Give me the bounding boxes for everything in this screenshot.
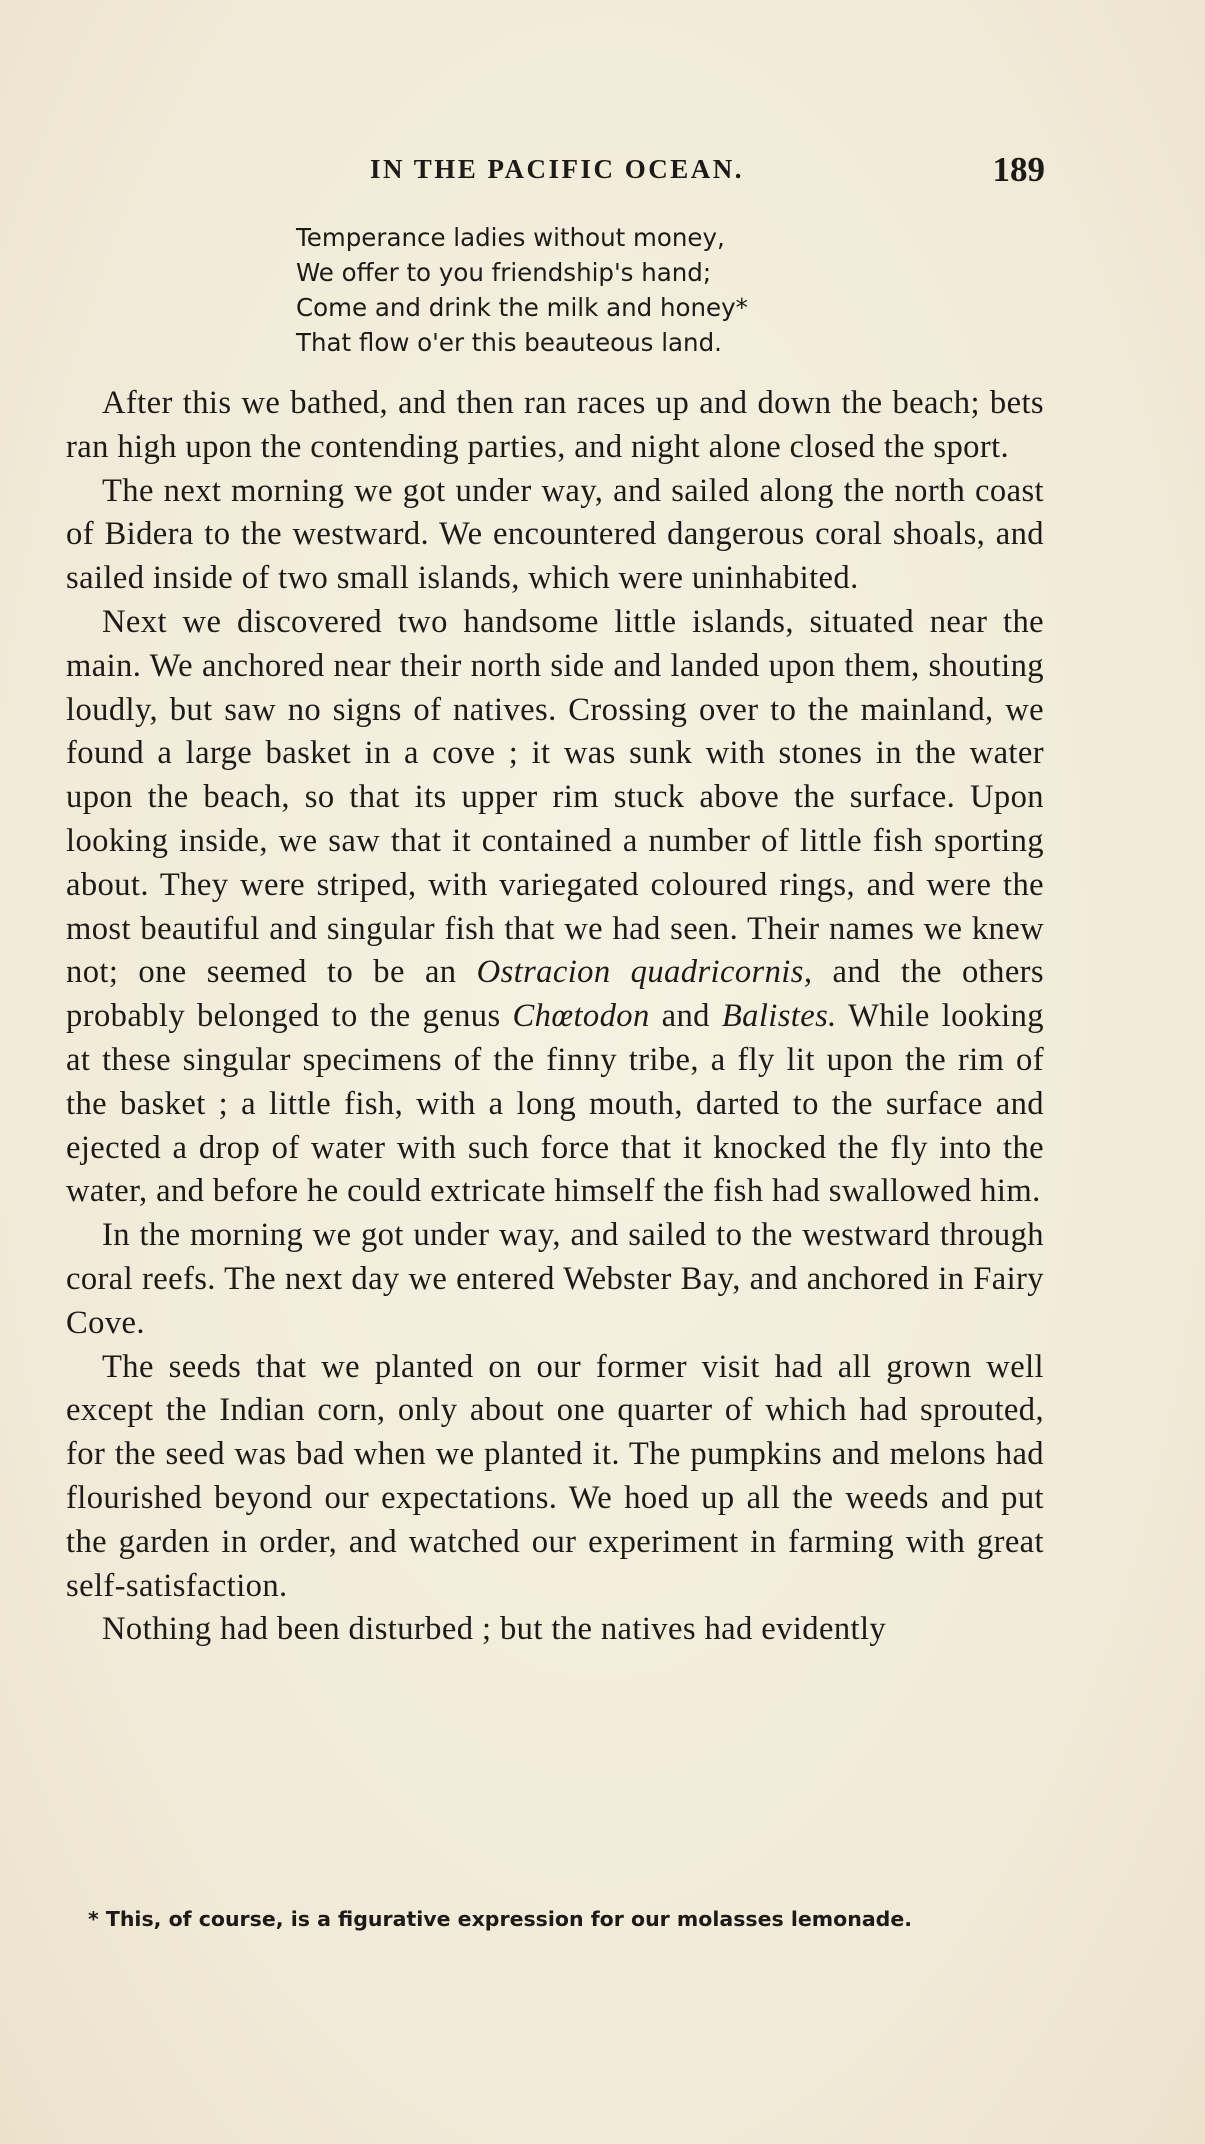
paragraph-text: Next we discovered two handsome little islands, situated near the main. We anchored near their north side and landed upon them, shouting loudly, but saw no signs of natives. Crossing over to the mainland, we found a large basket in a cove ; it was sunk with stones in the water upon the beach, so that its upper rim stuck above the surface. Upon looking inside, we saw that it contained a number of little fish sporting about. They were striped, with variegated coloured rings, and were the most beautiful and singular fish that we had seen. Their names we knew not; one seemed to be an bbox=[66, 603, 1044, 991]
paragraph-bathing: After this we bathed, and then ran races up and down the beach; bets ran high upon the contending parties, and night alone closed the sport. bbox=[66, 385, 1044, 465]
verse-line: Come and drink the milk and honey* bbox=[296, 293, 748, 322]
page-number: 189 bbox=[992, 150, 1045, 189]
genus-name: Balistes. bbox=[721, 998, 837, 1035]
body-text bbox=[66, 382, 1044, 1652]
genus-name: Chœtodon bbox=[512, 998, 650, 1035]
verse-line: That flow o'er this beauteous land. bbox=[296, 328, 722, 357]
paragraph-text: and bbox=[661, 998, 710, 1035]
paragraph-fish-basket bbox=[66, 601, 1044, 1214]
running-title: IN THE PACIFIC OCEAN. bbox=[370, 154, 745, 184]
verse-line: Temperance ladies without money, bbox=[296, 223, 725, 252]
verse-line: We offer to you friendship's hand; bbox=[296, 258, 712, 287]
paragraph-garden: The seeds that we planted on our former visit had all grown well except the Indian corn, only about one quarter of which had sprouted, for the seed was bad when we planted it. The pumpkins and melons had flourished beyond our expectations. We hoed up all the weeds and put the garden in order, and watched our experiment in farming with great self-satisfaction. bbox=[66, 1348, 1044, 1604]
footnote: * This, of course, is a figurative expression for our molasses lemonade. bbox=[88, 1907, 913, 1931]
species-name: Ostracion quadricornis, bbox=[476, 954, 813, 991]
running-head bbox=[0, 150, 1205, 194]
paragraph-text: While looking at these singular specimens of the finny tribe, a fly lit upon the rim of the basket ; a little fish, with a long mouth, darted to the surface and ejected a drop of water with such force that it knocked the fly into the water, and before he could extricate himself the fish had swallowed him. bbox=[66, 998, 1044, 1210]
paragraph-webster-bay: In the morning we got under way, and sailed to the westward through coral reefs. The next day we entered Webster Bay, and anchored in Fairy Cove. bbox=[66, 1217, 1044, 1341]
paragraph-natives: Nothing had been disturbed ; but the natives had evidently bbox=[102, 1611, 887, 1648]
paragraph-bidera: The next morning we got under way, and sailed along the north coast of Bidera to the westward. We encountered dangerous coral shoals, and sailed inside of two small islands, which were uninhabited. bbox=[66, 472, 1044, 597]
paragraph-text: and the others probably belonged to the genus bbox=[66, 954, 1045, 1035]
verse-stanza bbox=[296, 220, 856, 360]
